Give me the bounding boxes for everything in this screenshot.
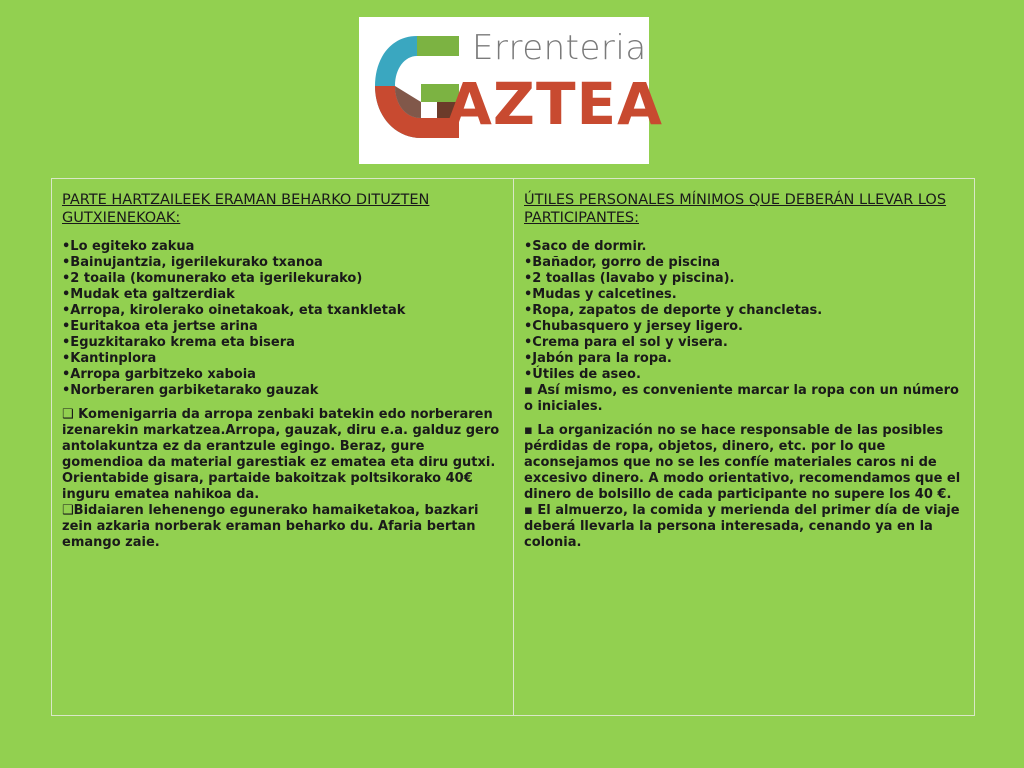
logo-top-text: Errenteria (472, 28, 647, 68)
list-item: •2 toaila (komunerako eta igerilekurako) (62, 271, 363, 286)
list-item: •2 toallas (lavabo y piscina). (524, 271, 735, 286)
basque-note-meals: ❑Bidaiaren lehenengo egunerako hamaiketakoa, bazkari zein azkaria norberak eraman beharko du. Afaria bertan emango zaie. (62, 503, 479, 550)
spanish-column (514, 179, 974, 715)
list-item: •Arropa, kirolerako oinetakoak, eta txankletak (62, 303, 406, 318)
list-item: •Útiles de aseo. (524, 367, 641, 382)
info-table (51, 178, 975, 716)
list-item: •Norberaren garbiketarako gauzak (62, 383, 319, 398)
list-item: •Kantinplora (62, 351, 157, 366)
basque-column (52, 179, 514, 715)
spanish-note-responsibility: ▪ La organización no se hace responsable de las posibles pérdidas de ropa, objetos, dinero, etc. por lo que aconsejamos que no se les confíe materiales caros ni de excesivo dinero. A modo orientativo, recomendamos que el dinero de bolsillo de cada participante no supere los 40 €. (524, 423, 961, 502)
basque-items-list (62, 239, 503, 399)
list-item: •Chubasquero y jersey ligero. (524, 319, 743, 334)
logo-bottom-text: AZTEA (447, 70, 664, 138)
spanish-column-title: ÚTILES PERSONALES MÍNIMOS QUE DEBERÁN LLEVAR LOS PARTICIPANTES: (524, 192, 947, 226)
spanish-items-list (524, 239, 964, 415)
basque-column-title: PARTE HARTZAILEEK ERAMAN BEHARKO DITUZTEN GUTXIENEKOAK: (62, 192, 430, 226)
list-item: •Mudas y calcetines. (524, 287, 677, 302)
list-item: •Bainujantzia, igerilekurako txanoa (62, 255, 323, 270)
list-item: •Lo egiteko zakua (62, 239, 195, 254)
spanish-note-meals: ▪ El almuerzo, la comida y merienda del primer día de viaje deberá llevarla la persona interesada, cenando ya en la colonia. (524, 503, 960, 550)
list-item: •Euritakoa eta jertse arina (62, 319, 258, 334)
list-item: •Jabón para la ropa. (524, 351, 672, 366)
list-item: ▪ Así mismo, es conveniente marcar la ropa con un número o iniciales. (524, 383, 959, 414)
list-item: •Bañador, gorro de piscina (524, 255, 721, 270)
list-item: •Mudak eta galtzerdiak (62, 287, 235, 302)
list-item: •Saco de dormir. (524, 239, 647, 254)
list-item: •Eguzkitarako krema eta bisera (62, 335, 295, 350)
list-item: •Arropa garbitzeko xaboia (62, 367, 256, 382)
basque-note-marking: ❑ Komenigarria da arropa zenbaki batekin edo norberaren izenarekin markatzea.Arropa, gauzak, diru e.a. galduz gero antolakuntza ez da erantzule egingo. Beraz, gure gomendioa da material garestiak ez ematea eta diru gutxi. Orientabide gisara, partaide bakoitzak poltsikorako 40€ inguru ematea nahikoa da. (62, 407, 500, 502)
list-item: •Crema para el sol y visera. (524, 335, 728, 350)
list-item: •Ropa, zapatos de deporte y chancletas. (524, 303, 823, 318)
logo (359, 17, 664, 164)
